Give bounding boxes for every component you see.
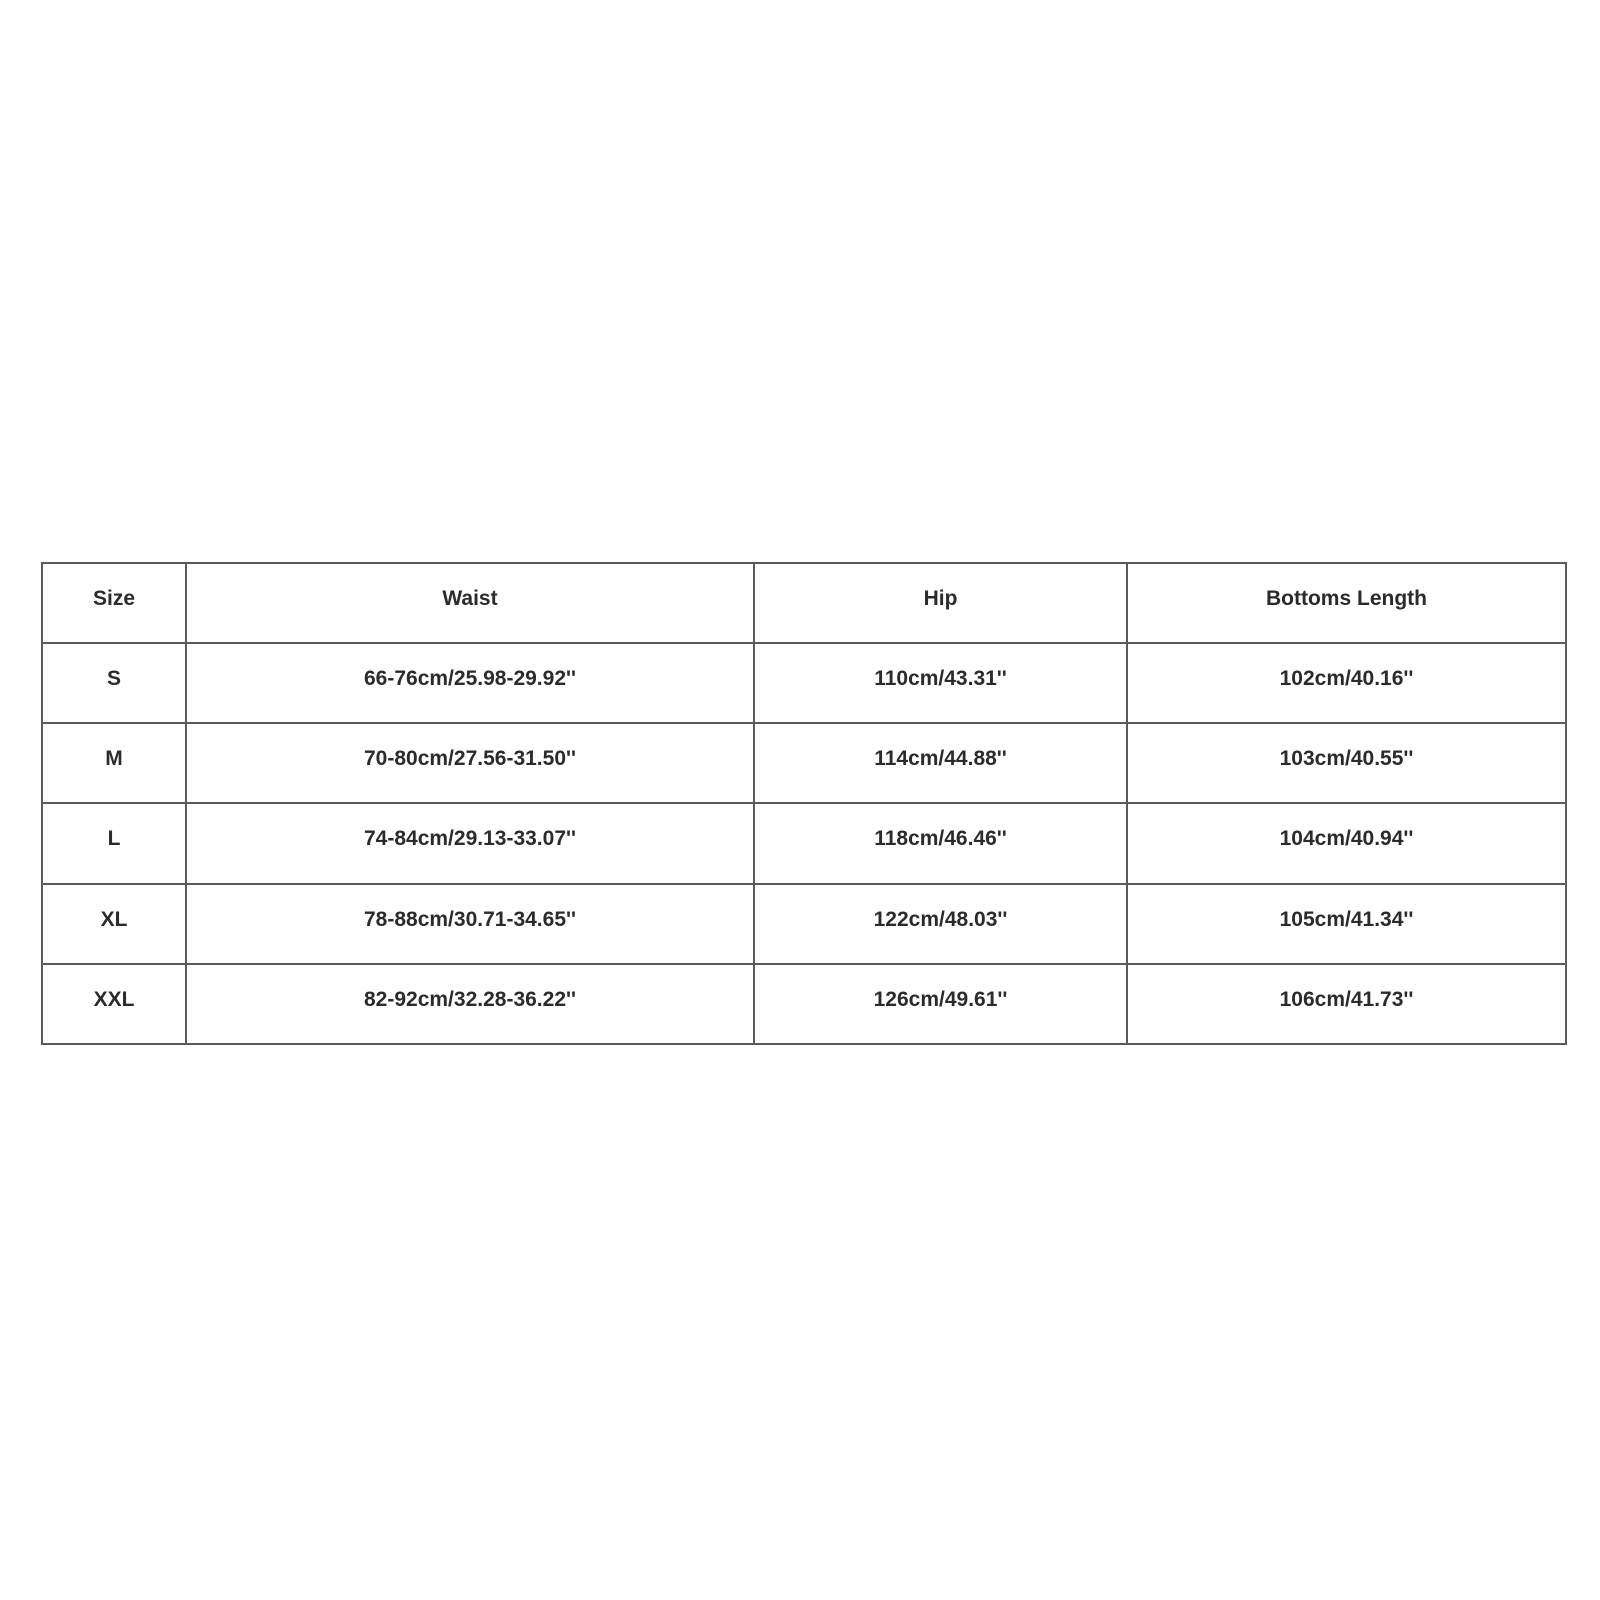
cell-hip: 118cm/46.46'' [754, 803, 1127, 883]
cell-size: L [42, 803, 186, 883]
header-bottoms-length: Bottoms Length [1127, 563, 1566, 643]
cell-waist: 78-88cm/30.71-34.65'' [186, 884, 754, 964]
table-row [42, 964, 1566, 1044]
header-size: Size [42, 563, 186, 643]
cell-hip: 114cm/44.88'' [754, 723, 1127, 803]
cell-size: S [42, 643, 186, 723]
cell-bottoms-length: 103cm/40.55'' [1127, 723, 1566, 803]
header-waist: Waist [186, 563, 754, 643]
cell-hip: 110cm/43.31'' [754, 643, 1127, 723]
cell-waist: 70-80cm/27.56-31.50'' [186, 723, 754, 803]
table-row [42, 723, 1566, 803]
cell-size: XL [42, 884, 186, 964]
cell-waist: 74-84cm/29.13-33.07'' [186, 803, 754, 883]
cell-waist: 82-92cm/32.28-36.22'' [186, 964, 754, 1044]
cell-hip: 126cm/49.61'' [754, 964, 1127, 1044]
table-row [42, 884, 1566, 964]
cell-size: M [42, 723, 186, 803]
table-row [42, 803, 1566, 883]
cell-waist: 66-76cm/25.98-29.92'' [186, 643, 754, 723]
table-row [42, 643, 1566, 723]
header-hip: Hip [754, 563, 1127, 643]
cell-bottoms-length: 104cm/40.94'' [1127, 803, 1566, 883]
size-chart-table [41, 562, 1567, 1045]
cell-bottoms-length: 105cm/41.34'' [1127, 884, 1566, 964]
cell-bottoms-length: 102cm/40.16'' [1127, 643, 1566, 723]
table-header-row [42, 563, 1566, 643]
cell-bottoms-length: 106cm/41.73'' [1127, 964, 1566, 1044]
cell-size: XXL [42, 964, 186, 1044]
cell-hip: 122cm/48.03'' [754, 884, 1127, 964]
